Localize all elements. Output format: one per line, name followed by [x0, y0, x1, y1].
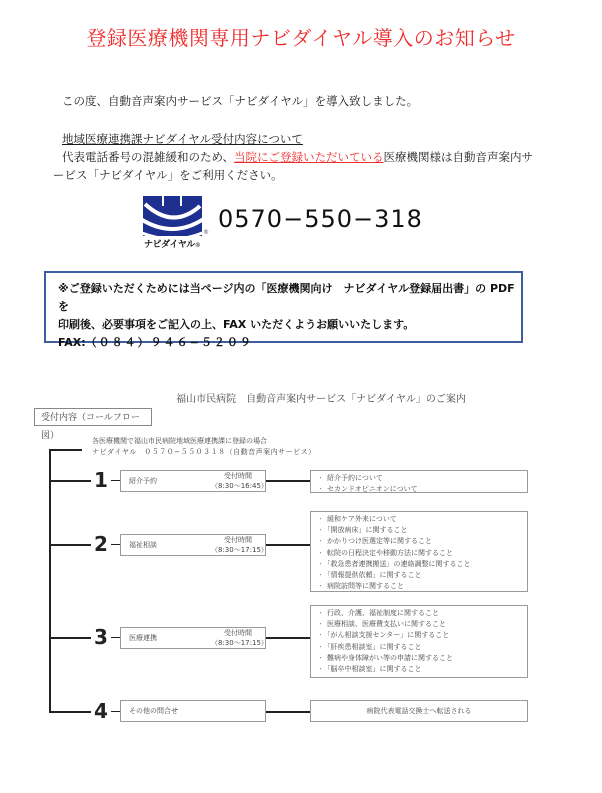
- option-box-2: [120, 534, 266, 556]
- option-name: その他の問合せ: [129, 707, 178, 715]
- flow-top-line: [49, 449, 82, 451]
- flow-intro-line1: 各医療機関で福山市民病院地域医療連携課に登録の場合: [92, 437, 267, 445]
- body-pre: 代表電話番号の混雑緩和のため、: [62, 150, 235, 164]
- detail-item: ・ 医療相談、医療費支払いに関すること: [317, 619, 521, 630]
- option-number-2: 2: [94, 532, 108, 556]
- flow-trunk-line: [49, 449, 51, 713]
- navi-dial-logo-icon: [143, 196, 202, 236]
- detail-item: ・ 緩和ケア外来について: [317, 514, 521, 525]
- notice-line-1: ※ご登録いただくためには当ページ内の「医療機関向け ナビダイヤル登録届出書」の PDF を: [58, 282, 515, 313]
- connector-2a: [111, 544, 120, 545]
- notice-box: [44, 271, 523, 349]
- detail-item: ・ 行政、介護、福祉制度に関すること: [317, 608, 521, 619]
- connector-4a: [111, 711, 120, 712]
- option-name: 医療連携: [129, 634, 157, 642]
- branch-line-1: [51, 480, 91, 482]
- detail-box-4: [310, 700, 528, 722]
- branch-line-4: [51, 711, 91, 713]
- detail-box-3: [310, 605, 528, 678]
- flow-title: 福山市民病院 自動音声案内サービス「ナビダイヤル」のご案内: [176, 394, 466, 405]
- body-highlight: 当院にご登録いただいている: [234, 150, 384, 164]
- fax-number: （０８４）９４６−５２０９: [85, 336, 253, 349]
- option-name: 福祉相談: [129, 541, 157, 549]
- intro-text: この度、自動音声案内サービス「ナビダイヤル」を導入致しました。: [62, 94, 419, 108]
- connector-3a: [111, 637, 120, 638]
- detail-item: ・ 「がん相談支援センター」に関すること: [317, 630, 521, 641]
- option-hours: [211, 535, 268, 555]
- logo-label: ナビダイヤル: [144, 240, 195, 250]
- hours-value: （8:30〜17:15）: [211, 546, 268, 554]
- registered-mark: ®: [203, 229, 209, 236]
- navi-dial-phone: 0570−550−318: [218, 205, 423, 233]
- connector-4b: [266, 711, 310, 713]
- hours-value: （8:30〜16:45）: [211, 482, 268, 490]
- option-box-4: [120, 700, 266, 722]
- navi-dial-logo-text: [144, 237, 200, 250]
- detail-box-2: [310, 511, 528, 592]
- notice-fax: [58, 334, 521, 352]
- option-hours: [211, 628, 268, 648]
- flow-label: 受付内容（コールフロー図）: [34, 408, 152, 426]
- option-number-3: 3: [94, 625, 108, 649]
- detail-item: ・ 「肝疾患相談室」に関すること: [317, 642, 521, 653]
- branch-line-2: [51, 544, 91, 546]
- detail-item: ・ 「救急患者連携搬送」の連絡調整に関すること: [317, 559, 521, 570]
- connector-1a: [111, 480, 120, 481]
- detail-item: ・ 病院訪問等に関すること: [317, 581, 521, 592]
- detail-item: ・ 転院の日程決定や移動方法に関すること: [317, 548, 521, 559]
- connector-3b: [266, 637, 310, 639]
- detail-item: ・ 紹介予約について: [317, 473, 521, 484]
- destination-text: 病院代表電話交換士へ転送される: [366, 707, 472, 715]
- branch-line-3: [51, 637, 91, 639]
- flow-intro: [92, 436, 316, 458]
- detail-item: ・ 難病や身体障がい等の申請に関すること: [317, 653, 521, 664]
- hours-value: （8:30〜17:15）: [211, 639, 268, 647]
- connector-1b: [266, 480, 310, 482]
- detail-item: ・ セカンドオピニオンについて: [317, 484, 521, 495]
- connector-2b: [266, 544, 310, 546]
- option-number-4: 4: [94, 699, 108, 723]
- detail-item: ・ 「脳卒中相談室」に関すること: [317, 664, 521, 675]
- option-name: 紹介予約: [129, 477, 157, 485]
- hours-label: 受付時間: [224, 472, 252, 480]
- section-body: [62, 148, 562, 166]
- option-hours: [211, 471, 268, 491]
- section-body-line2: ービス「ナビダイヤル」をご利用ください。: [53, 168, 283, 182]
- hours-label: 受付時間: [224, 536, 252, 544]
- navi-dial-arcs-icon: [143, 196, 202, 236]
- flow-intro-line2: ナビダイヤル ０５７０−５５０３１８（自動音声案内サービス）: [92, 448, 316, 456]
- fax-label: FAX:: [58, 336, 86, 349]
- option-box-1: [120, 470, 266, 492]
- detail-item: ・ かかりつけ医選定等に関すること: [317, 536, 521, 547]
- hours-label: 受付時間: [224, 629, 252, 637]
- option-number-1: 1: [94, 468, 108, 492]
- registered-mark-small: ®: [194, 242, 201, 249]
- detail-item: ・ 「情報提供依頼」に関すること: [317, 570, 521, 581]
- section-heading: 地域医療連携課ナビダイヤル受付内容について: [62, 132, 303, 146]
- detail-item: ・ 「開放病床」に関すること: [317, 525, 521, 536]
- detail-box-1: [310, 470, 528, 493]
- body-post: 医療機関様は自動音声案内サ: [383, 150, 534, 164]
- page-title: 登録医療機関専用ナビダイヤル導入のお知らせ: [86, 26, 516, 50]
- notice-line-2: 印刷後、必要事項をご記入の上、FAX いただくようお願いいたします。: [58, 318, 415, 331]
- option-box-3: [120, 627, 266, 649]
